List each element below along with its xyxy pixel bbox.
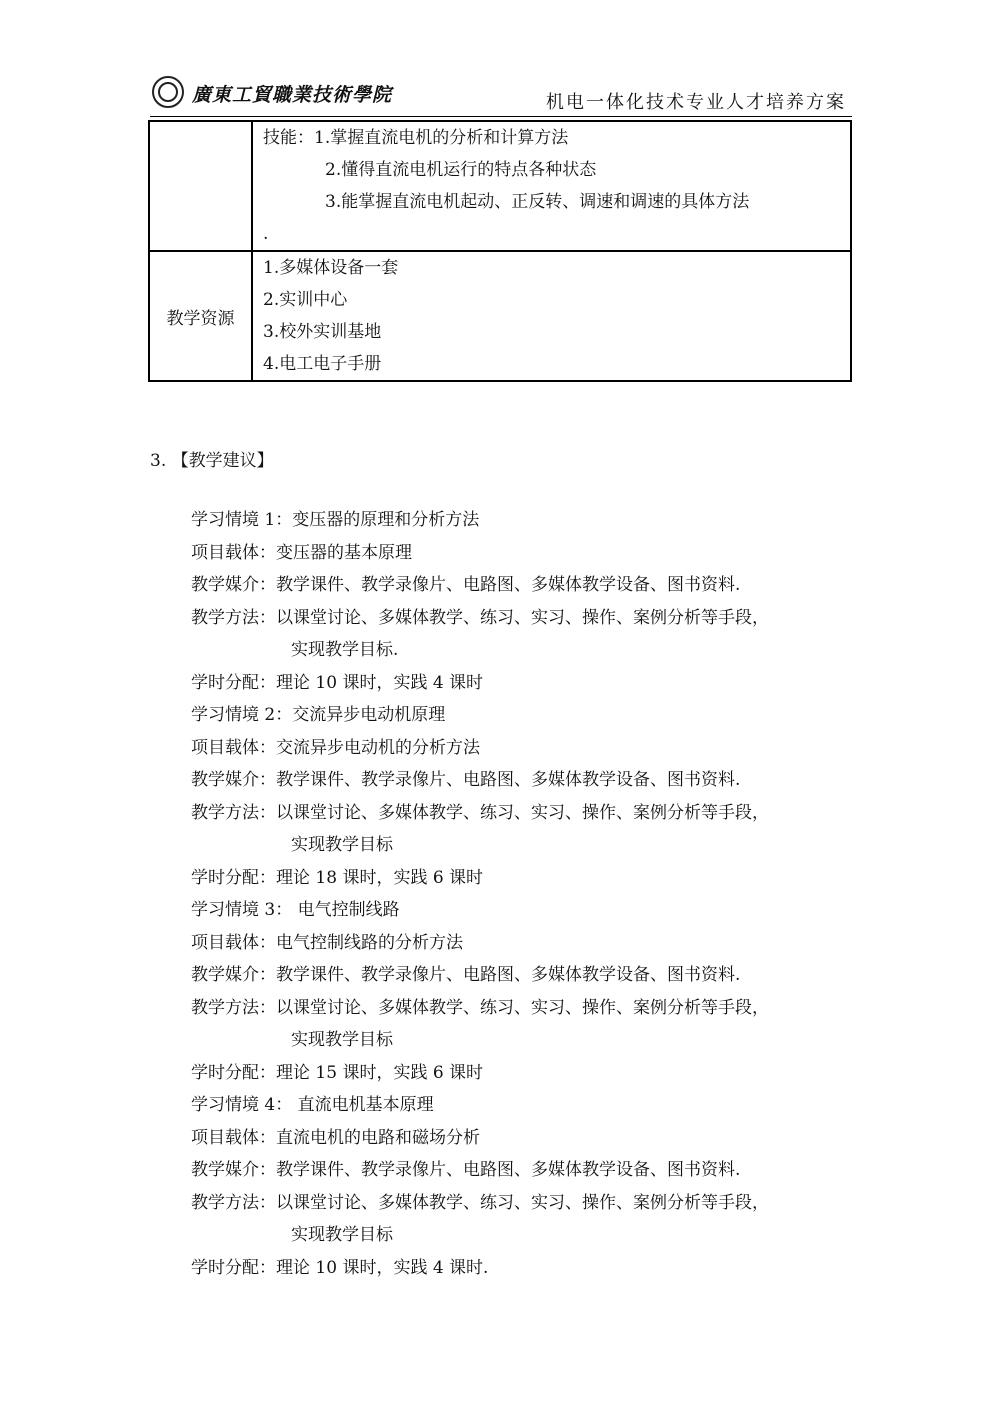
text-line: 学时分配：理论 18 课时，实践 6 课时	[191, 867, 484, 888]
text-line: 教学方法：以课堂讨论、多媒体教学、练习、实习、操作、案例分析等手段，	[191, 1192, 769, 1213]
resource-item: 2.实训中心	[263, 290, 348, 310]
page-header	[150, 70, 852, 117]
resources-content-cell	[252, 251, 851, 381]
text-line: 教学方法：以课堂讨论、多媒体教学、练习、实习、操作、案例分析等手段，	[191, 802, 769, 823]
resources-row	[149, 251, 851, 381]
skills-content-cell	[252, 121, 851, 251]
skills-row	[149, 121, 851, 251]
text-line: 实现教学目标.	[291, 640, 399, 660]
skills-label-cell	[149, 121, 252, 251]
text-line: 教学方法：以课堂讨论、多媒体教学、练习、实习、操作、案例分析等手段，	[191, 997, 769, 1018]
text-line: 项目载体：变压器的基本原理	[191, 542, 412, 563]
resources-label: 教学资源	[149, 251, 252, 381]
teaching-suggestions	[191, 504, 769, 1284]
text-line: 学时分配：理论 15 课时，实践 6 课时	[191, 1062, 484, 1083]
text-line: 学习情境 2：交流异步电动机原理	[191, 705, 446, 725]
resource-item: 1.多媒体设备一套	[263, 258, 399, 278]
course-info-table	[148, 120, 852, 382]
resource-item: 3.校外实训基地	[263, 322, 382, 342]
text-line: 学习情境 4： 直流电机基本原理	[191, 1095, 434, 1115]
text-line: 教学媒介：教学课件、教学录像片、电路图、多媒体教学设备、图书资料.	[191, 965, 741, 985]
text-line: 教学方法：以课堂讨论、多媒体教学、练习、实习、操作、案例分析等手段，	[191, 607, 769, 628]
text-line: 项目载体：电气控制线路的分析方法	[191, 932, 463, 953]
school-name: 廣東工貿職業技術學院	[192, 84, 393, 106]
school-logo-icon	[152, 76, 184, 108]
text-line: 学时分配：理论 10 课时，实践 4 课时.	[191, 1257, 489, 1278]
text-line: 项目载体：直流电机的电路和磁场分析	[191, 1127, 480, 1148]
skills-line: .	[263, 224, 269, 244]
text-line: 实现教学目标	[291, 835, 393, 855]
skills-line: 2.懂得直流电机运行的特点各种状态	[325, 160, 597, 180]
text-line: 教学媒介：教学课件、教学录像片、电路图、多媒体教学设备、图书资料.	[191, 770, 741, 790]
section-heading: 3. 【教学建议】	[150, 451, 274, 471]
text-line: 实现教学目标	[291, 1225, 393, 1245]
text-line: 学时分配：理论 10 课时，实践 4 课时	[191, 672, 484, 693]
resource-item: 4.电工电子手册	[263, 354, 382, 374]
text-line: 项目载体：交流异步电动机的分析方法	[191, 737, 480, 758]
text-line: 教学媒介：教学课件、教学录像片、电路图、多媒体教学设备、图书资料.	[191, 575, 741, 595]
text-line: 教学媒介：教学课件、教学录像片、电路图、多媒体教学设备、图书资料.	[191, 1160, 741, 1180]
text-line: 学习情境 3： 电气控制线路	[191, 900, 400, 920]
skills-line: 技能：1.掌握直流电机的分析和计算方法	[263, 128, 569, 148]
text-line: 学习情境 1：变压器的原理和分析方法	[191, 510, 480, 530]
text-line: 实现教学目标	[291, 1030, 393, 1050]
skills-line: 3.能掌握直流电机起动、正反转、调速和调速的具体方法	[325, 192, 750, 212]
plan-title: 机电一体化技术专业人才培养方案	[546, 92, 846, 113]
